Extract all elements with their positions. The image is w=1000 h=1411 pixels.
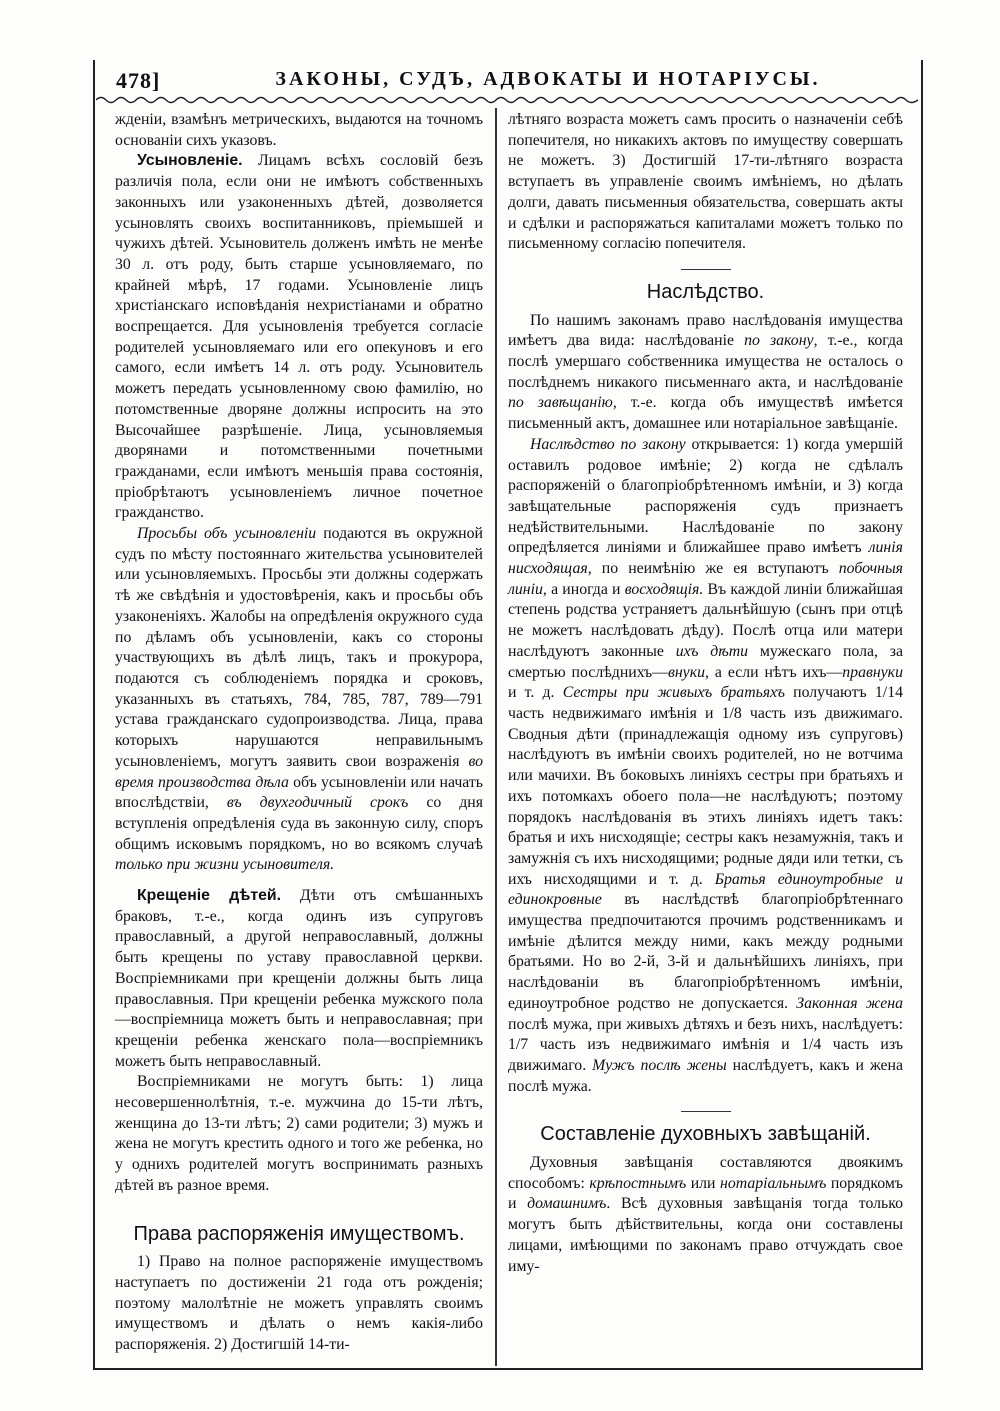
emph-two-year-term: въ двухгодичный срокъ [226, 794, 409, 812]
page-number: 478] [116, 68, 161, 93]
wavy-rule [96, 95, 918, 105]
paragraph-godparents: Воспріемниками не могутъ быть: 1) лица несовершеннолѣтнія, т.-е. мужчина до 15-ти лѣтъ, женщина до 13-ти лѣтъ; 2) сами родители; 3) мужъ и жена не могутъ крестить одного и того же ребенка, но у однихъ родителей могутъ воспринимать разныхъ дѣтей въ разное время. [115, 1073, 483, 1194]
inh-text-1: По нашимъ законамъ право наслѣдованія имущества имѣетъ два вида: наслѣдованіе [508, 311, 903, 350]
emph-grandchildren: внуки [667, 663, 705, 681]
adoption-text: Лицамъ всѣхъ сословій безъ различія пола, если они не имѣютъ собственныхъ законныхъ или узаконенныхъ дѣтей, дозволяется усыновлять своихъ воспитанниковъ, пріемышей и чужихъ дѣтей. Усыновитель долженъ имѣть не менѣе 30 л. отъ роду, быть старше усыновляемаго, по крайней мѣрѣ, 17 годами. Усыновленіе лицъ христіанскаго исповѣданія нехристіанами и обратно воспрещается. Для усыновленія требуется согласіе родителей усыновляемаго или его опекуновъ и его самого, если имѣетъ 14 л. отъ роду. Усыновитель можетъ передать усыновленному свою фамилію, но потомственные дворяне должны испросить на это Высочайшее разрѣшеніе. Лица, усыновляемыя дворянами и потомственными почетными гражданами, если имѣютъ меньшія права состоянія, пріобрѣтаютъ усыновленіемъ личное почетное гражданство. [115, 152, 483, 522]
law-text-5: мужескаго пола, за смертью послѣднихъ— [508, 642, 904, 681]
emph-collateral-lines: побочныя линіи [508, 560, 903, 598]
emph-sisters: Сестры при живыхъ братьяхъ [562, 684, 785, 702]
spacer [274, 1213, 324, 1214]
heading-wills: Составленіе духовныхъ завѣщаній. [540, 1123, 871, 1146]
emph-only-during-life: только при жизни усыновителя. [115, 856, 335, 874]
emph-by-will: по завѣщанію [508, 394, 613, 412]
emph-notarial: нотаріальнымъ [720, 1174, 827, 1192]
emph-domestic: домашнимъ [527, 1195, 607, 1213]
lead-adoption: Усыновленіе. [137, 152, 243, 170]
emph-great-grandchildren: правнуки [842, 663, 903, 681]
wills-text-4: . Всѣ духовныя завѣщанія тогда только могутъ быть дѣйствительны, когда они составлены лицами, имѣющими по законамъ право отчуждать свое иму- [508, 1195, 903, 1275]
paragraph-baptism [115, 886, 483, 1072]
wills-text-2: или [686, 1174, 720, 1192]
emph-petitions: Просьбы объ усыновленіи [137, 525, 317, 543]
paragraph-inheritance-types [508, 311, 903, 435]
emph-inheritance-by-law: Наслѣдство по закону [530, 435, 686, 453]
petitions-text-3: со дня вступленія опредѣленія суда въ законную силу, споръ общимъ исковымъ порядкомъ, но во всякомъ случаѣ [115, 794, 483, 853]
baptism-text: Дѣти отъ смѣшанныхъ браковъ, т.-е., когда одинъ изъ супруговъ православный, а другой неправославный, должны быть крещены по уставу православной церкви. Воспріемниками при крещеніи должны быть лица православныя. При крещеніи ребенка мужского пола—воспріемница можетъ быть и неправославная; при крещеніи ребенка женскаго пола—воспріемникъ можетъ быть неправославный. [115, 887, 483, 1070]
running-title: ЗАКОНЫ, СУДЪ, АДВОКАТЫ И НОТАРІУСЫ. [275, 68, 821, 90]
petitions-text-2: объ усыновленіи или начать впослѣдствіи, [115, 773, 483, 812]
petitions-text-1: подаются въ окружной судъ по мѣсту постояннаго жительства усыновителей или усыновляемыхъ. Просьбы эти должны содержать тѣ же свѣдѣнія и удостовѣренія, какъ и просьбы объ узаконеніяхъ. Жалобы на опредѣленія окружного суда по дѣламъ объ усыновленіи, какъ со стороны участвующихъ въ дѣлѣ лицъ, такъ и прокурора, подаются съ соблюденіемъ порядка и сроковъ, указанныхъ въ статьяхъ, 784, 785, 787, 789—791 устава гражданскаго судопроизводства. Лица, права которыхъ нарушаются неправильнымъ усыновленіемъ, могутъ заявить свои возраженія [115, 525, 483, 770]
law-text-6: , а если нѣтъ ихъ— [704, 663, 843, 681]
paragraph-inheritance-by-law [508, 435, 903, 1098]
law-text-7: и т. д. [508, 684, 563, 702]
inh-text-3: , т.-е. когда объ имуществѣ имѣется письменный актъ, домашнее или нотаріальное завѣщаніе. [508, 394, 903, 433]
paragraph-wills [508, 1153, 903, 1277]
paragraph-guardian: лѣтняго возраста можетъ самъ просить о назначеніи себѣ попечителя, но никакихъ актовъ по имуществу совершать не можетъ. 3) Достигшій 17-ти-лѣтняго возраста вступаетъ въ управленіе своимъ имѣніемъ, но дѣлать долги, давать письменныя обязательства, совершать акты и сдѣлки и распоряжаться капиталами можетъ только по письменному согласію попечителя. [508, 111, 903, 253]
emph-during-proceedings: во время производства дѣла [115, 752, 483, 791]
emph-their-children: ихъ дѣти [675, 642, 749, 660]
page-header [108, 62, 908, 96]
paragraph-property-rights: 1) Право на полное распоряженіе имуществомъ наступаетъ по достиженіи 21 года отъ рожденія; поэтому малолѣтніе не можетъ управлять своимъ имуществомъ и дѣлать о немъ какія-либо распоряженія. 2) Достигшій 14-ти- [115, 1253, 483, 1354]
paragraph-petitions [115, 524, 483, 876]
lead-baptism: Крещеніе дѣтей. [137, 887, 282, 905]
left-column [115, 110, 483, 1356]
emph-descending-line: линія нисходящая [508, 539, 903, 578]
law-text-3: , а иногда и [542, 580, 625, 598]
paragraph-continuation: жденіи, взамѣнъ метрическихъ, выдаются на точномъ основаніи сихъ указовъ. [115, 111, 483, 149]
emph-lawful-wife: Законная жена [796, 994, 903, 1012]
right-column [508, 110, 903, 1277]
wills-text-1: Духовныя завѣщанія составляются двоякимъ способомъ: [508, 1154, 903, 1192]
heading-property-rights: Права распоряженія имуществомъ. [133, 1222, 465, 1245]
separator-rule [681, 1111, 731, 1112]
law-text-9: въ наслѣдствѣ благопріобрѣтеннаго имущества предпочитаются прочимъ родственникамъ и имѣніе дѣлится между ними, какъ между родными братьями. Но во 2-й, 3-й и дальнѣйшихъ линіяхъ, при наслѣдованіи въ благопріобрѣтенномъ имѣніи, единоутробное родство не допускается. [508, 891, 903, 1012]
heading-inheritance: Наслѣдство. [646, 280, 765, 303]
law-text-2: , по неимѣнію же ея вступаютъ [587, 560, 839, 578]
law-text-4: Въ каждой линіи ближайшая степень родства устраняетъ дальнѣйшую (сынъ при отцѣ не можетъ наслѣдовать дѣду). Послѣ отца или матери наслѣдуютъ законные [508, 580, 904, 660]
column-rule [495, 108, 497, 1366]
law-text-11: наслѣдуетъ, какъ и жена послѣ мужа. [508, 1056, 904, 1095]
law-text-1: открывается: 1) когда умершій оставилъ родовое имѣніе; 2) когда не сдѣлалъ распоряженій о благопріобрѣтенномъ имѣніи, и 3) когда завѣщательные распоряженія судъ признаетъ недѣйствительными. Наслѣдованіе по закону опредѣляется линіями и ближайшее право имѣетъ [508, 435, 903, 557]
emph-ascending: восходящія. [624, 580, 704, 598]
emph-half-brothers: Братья единоутробные и единокровные [508, 870, 904, 909]
wills-text-3: порядкомъ и [508, 1174, 904, 1213]
paragraph-adoption [115, 151, 483, 524]
emph-fortress: крѣпостнымъ [589, 1174, 687, 1192]
inh-text-2: , т.-е., когда послѣ умершаго собственника имущества не осталось о послѣднемъ никакого письменнаго акта, и наслѣдованіе [508, 332, 904, 391]
emph-by-law: по закону [744, 332, 814, 350]
law-text-10: послѣ мужа, при живыхъ дѣтяхъ и безъ нихъ, наслѣдуетъ: 1/7 часть изъ недвижимаго имѣнія и 1/4 часть изъ движимаго. [508, 1015, 903, 1074]
law-text-8: получаютъ 1/14 часть недвижимаго имѣнія и 1/8 часть изъ движимаго. Сводныя дѣти (принадлежащія одному изъ супруговъ) наслѣдуютъ въ имѣніи своихъ родителей, но не вотчима или мачихи. Въ боковыхъ линіяхъ сестры при братьяхъ и ихъ потомкахъ обоего пола—не наслѣдуютъ; поэтому порядокъ наслѣдованія въ этихъ линіяхъ идетъ такъ: братья и ихъ нисходящіе; сестры какъ незамужнія, такъ и замужнія съ ихъ нисходящими; родные дяди или тетки, съ ихъ нисходящими и т. д. [508, 684, 903, 888]
emph-husband: Мужъ послѣ жены [592, 1056, 727, 1074]
separator-rule [681, 269, 731, 270]
